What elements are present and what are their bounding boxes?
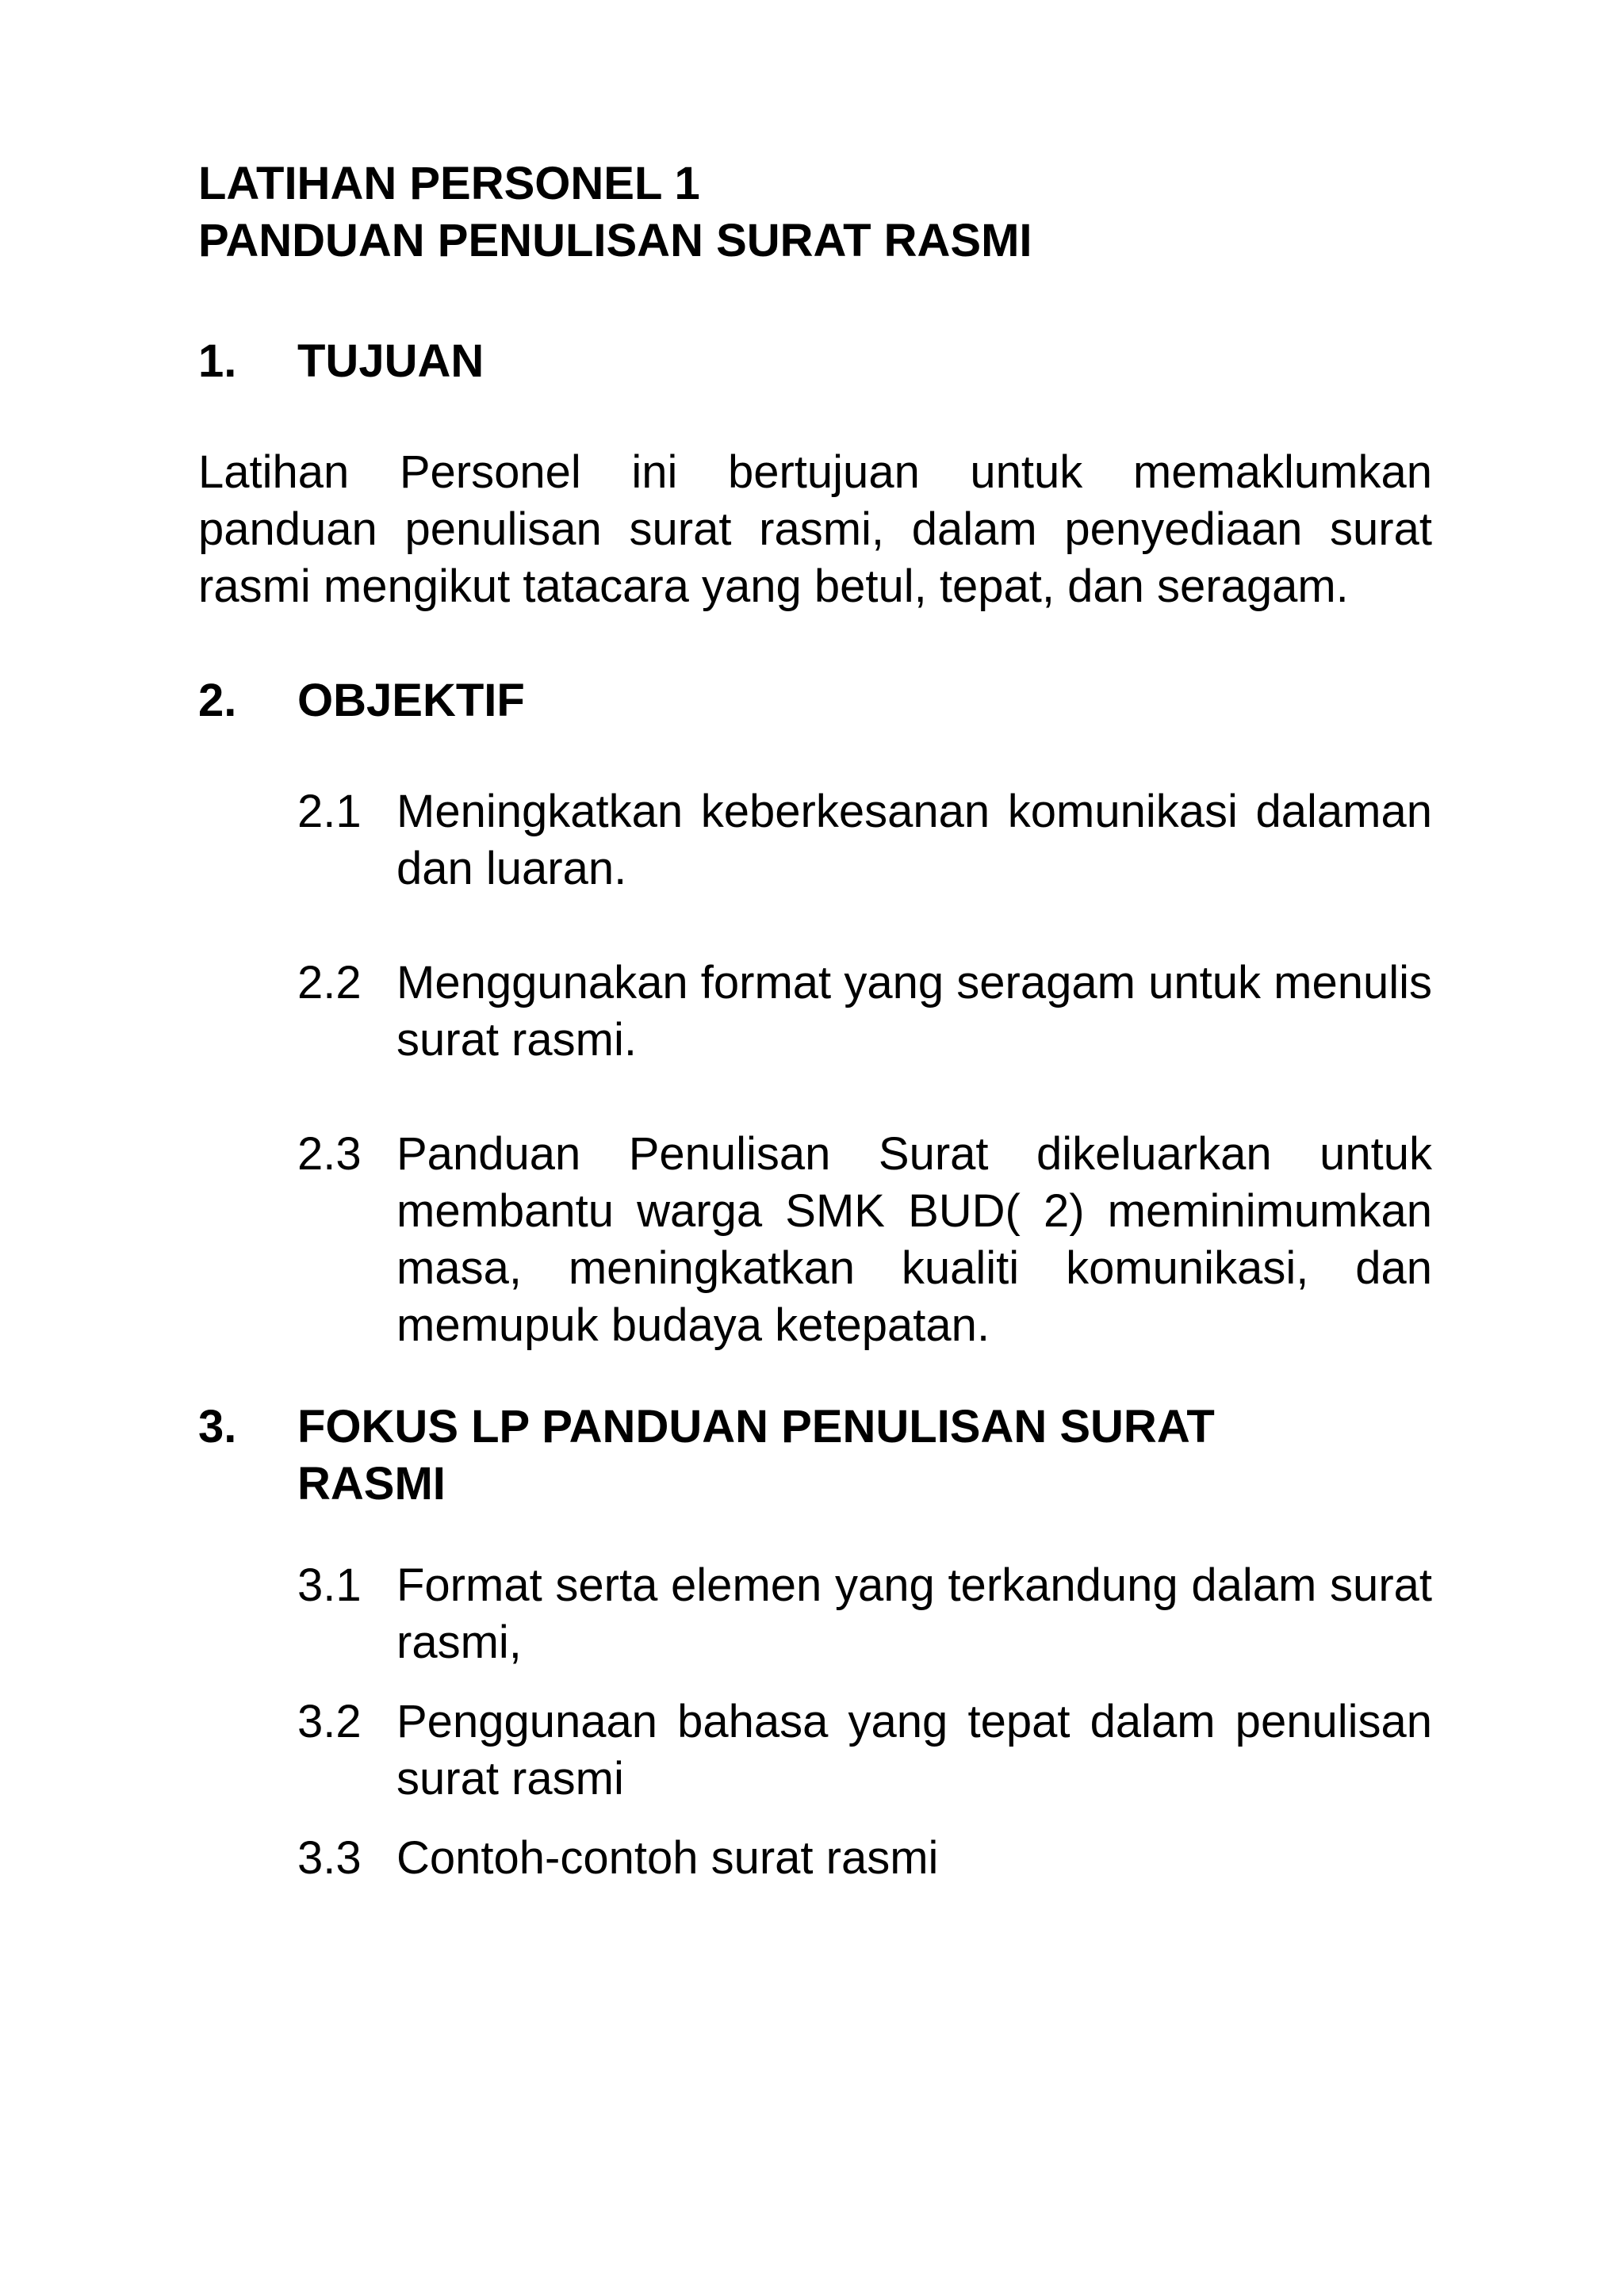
- item-text: Format serta elemen yang terkandung dalam surat rasmi,: [396, 1559, 1432, 1668]
- document-title-line2: PANDUAN PENULISAN SURAT RASMI: [198, 215, 1032, 266]
- list-item-3-2: [297, 1693, 1432, 1808]
- list-item-3-3: [297, 1830, 1432, 1887]
- section-number: 3.: [198, 1401, 237, 1452]
- item-text: Contoh-contoh surat rasmi: [396, 1832, 939, 1884]
- item-number: 2.2: [297, 957, 362, 1008]
- item-text: Meningkatkan keberkesanan komunikasi dalaman dan luaran.: [396, 786, 1432, 894]
- section-title: OBJEKTIF: [297, 675, 525, 726]
- item-text: Panduan Penulisan Surat dikeluarkan untuk membantu warga SMK BUD( 2) meminimumkan masa, meningkatkan kualiti komunikasi, dan memupuk budaya ketepatan.: [396, 1128, 1432, 1351]
- section-heading-tujuan: [198, 333, 1432, 390]
- document-title-line1: LATIHAN PERSONEL 1: [198, 158, 700, 209]
- list-item-2-3: [297, 1126, 1432, 1354]
- item-text: Penggunaan bahasa yang tepat dalam penulisan surat rasmi: [396, 1696, 1432, 1804]
- section-heading-objektif: [198, 672, 1432, 729]
- item-number: 3.2: [297, 1696, 362, 1747]
- section-paragraph-tujuan: Latihan Personel ini bertujuan untuk memaklumkan panduan penulisan surat rasmi, dalam penyediaan surat rasmi mengikut tatacara yang betul, tepat, dan seragam.: [198, 446, 1432, 612]
- list-item-2-1: [297, 783, 1432, 897]
- section-number: 1.: [198, 335, 237, 387]
- item-number: 2.3: [297, 1128, 362, 1180]
- item-text: Menggunakan format yang seragam untuk menulis surat rasmi.: [396, 957, 1432, 1066]
- list-item-2-2: [297, 955, 1432, 1069]
- section-heading-fokus: [198, 1399, 1432, 1513]
- section-title: TUJUAN: [297, 335, 485, 387]
- item-number: 3.1: [297, 1559, 362, 1611]
- list-item-3-1: [297, 1557, 1432, 1671]
- document-content: [198, 155, 1432, 1887]
- item-number: 3.3: [297, 1832, 362, 1884]
- item-number: 2.1: [297, 786, 362, 837]
- section-title: FOKUS LP PANDUAN PENULISAN SURAT RASMI: [297, 1401, 1215, 1510]
- section-number: 2.: [198, 675, 237, 726]
